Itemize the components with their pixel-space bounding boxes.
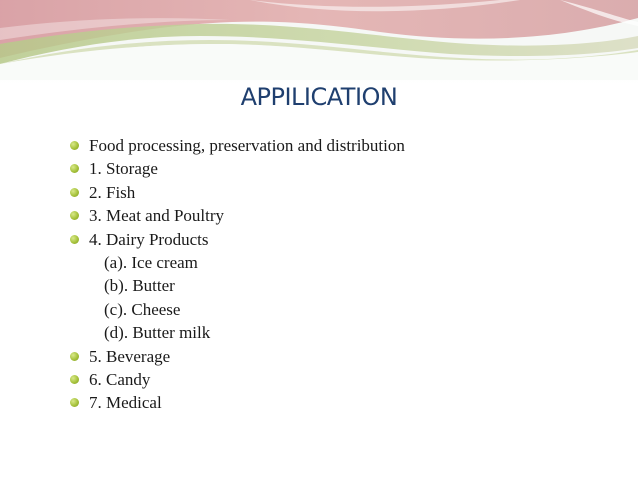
sub-item-text: (b). Butter <box>104 276 175 296</box>
list-item <box>70 368 610 391</box>
list-item <box>70 181 610 204</box>
list-item <box>70 134 610 157</box>
list-item-text: 7. Medical <box>89 393 162 413</box>
sub-item-text: (c). Cheese <box>104 299 181 319</box>
bullet-icon <box>70 141 79 150</box>
list-item <box>70 228 610 251</box>
sub-item-text: (d). Butter milk <box>104 323 211 343</box>
list-item-text: 3. Meat and Poultry <box>89 206 225 226</box>
list-item <box>70 157 610 180</box>
bullet-icon <box>70 235 79 244</box>
bullet-icon <box>70 398 79 407</box>
sub-list-item <box>70 298 610 321</box>
list-item-text: Food processing, preservation and distribution <box>89 136 405 155</box>
list-item <box>70 345 610 368</box>
bullet-icon <box>70 211 79 220</box>
bullet-icon <box>70 188 79 197</box>
list-item-text: 1. Storage <box>89 159 158 179</box>
bullet-icon <box>70 352 79 361</box>
bullet-icon <box>70 164 79 173</box>
list-item <box>70 391 610 414</box>
sub-list-item <box>70 274 610 297</box>
sub-list-item <box>70 251 610 274</box>
list-item-text: 2. Fish <box>89 182 136 202</box>
bullet-list <box>70 134 610 415</box>
list-item <box>70 204 610 227</box>
sub-list-item <box>70 321 610 344</box>
list-item-text: 4. Dairy Products <box>89 229 209 249</box>
header-wave-decoration <box>0 0 638 80</box>
bullet-icon <box>70 375 79 384</box>
sub-item-text: (a). Ice cream <box>104 252 198 272</box>
list-item-text: 5. Beverage <box>89 346 171 366</box>
list-item-text: 6. Candy <box>89 369 151 389</box>
slide-title: APPILICATION <box>240 83 398 111</box>
